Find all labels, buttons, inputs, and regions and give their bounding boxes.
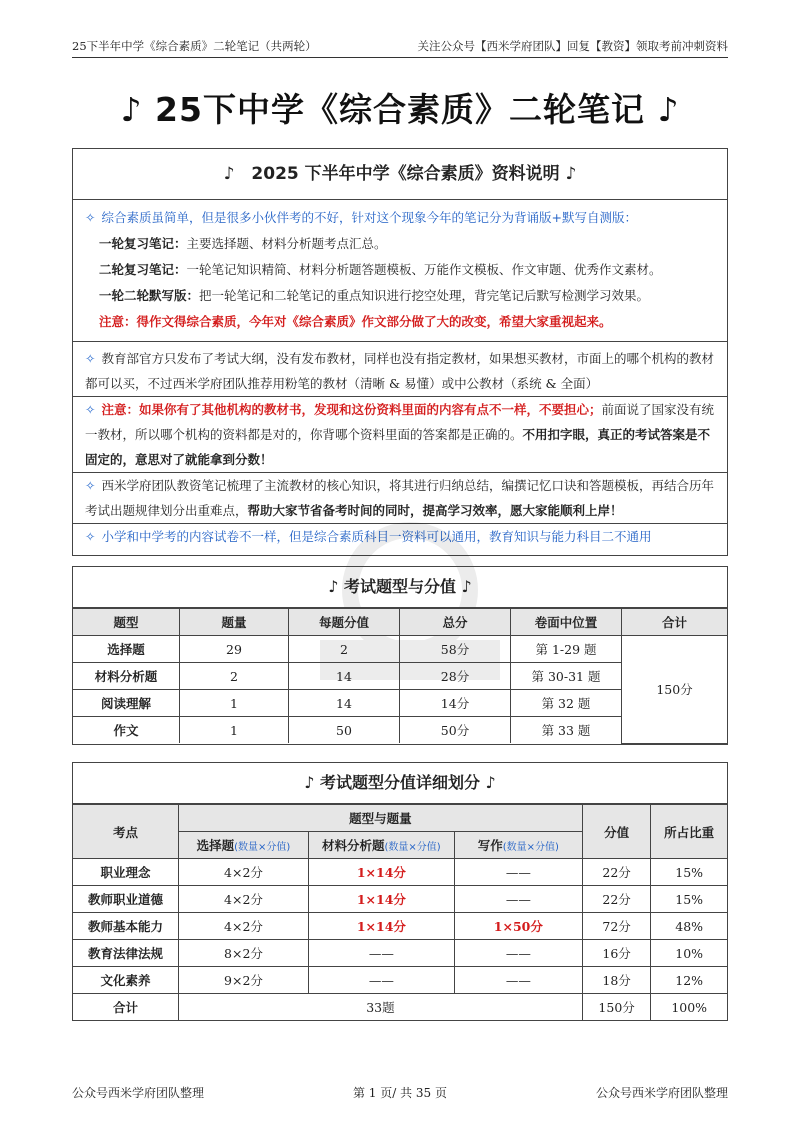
round1-line: 一轮复习笔记：主要选择题、材料分析题考点汇总。	[99, 236, 387, 251]
table-subheader-row: 选择题(数量×分值) 材料分析题(数量×分值) 写作(数量×分值)	[73, 832, 727, 859]
intro-section-notes	[73, 200, 727, 342]
para-subjects: ✧ 小学和中学考的内容试卷不一样，但是综合素质科目一资料可以通用，教育知识与能力科目二不通用	[85, 529, 652, 544]
score-breakdown-table	[73, 804, 727, 1020]
diamond-icon: ✧	[85, 402, 96, 417]
table-row: 教育法律法规 8×2分 —— —— 16分 10%	[73, 940, 727, 967]
intro-heading: ♪ 2025 下半年中学《综合素质》资料说明 ♪	[73, 149, 727, 200]
para-team: ✧ 西米学府团队教资笔记梳理了主流教材的核心知识，将其进行归纳总结，编撰记忆口诀和答题模板，再结合历年考试出题规律划分出重难点，帮助大家节省备考时间的同时，提高学习效率，愿大家能顺利上岸！	[85, 478, 714, 518]
round2-line: 二轮复习笔记：一轮笔记知识精简、材料分析题答题模板、万能作文模板、作文审题、优秀作文素材。	[99, 262, 662, 277]
diamond-icon: ✧	[85, 210, 96, 225]
intro-box	[72, 148, 728, 556]
table-row: 教师职业道德 4×2分 1×14分 —— 22分 15%	[73, 886, 727, 913]
page-title: ♪ 25下中学《综合素质》二轮笔记 ♪	[120, 90, 680, 129]
header-right: 关注公众号【西米学府团队】回复【教资】领取考前冲刺资料	[417, 39, 728, 53]
table-row: 作文 1 50 50分 第 33 题	[73, 717, 727, 744]
diamond-icon: ✧	[85, 351, 96, 366]
dictation-line: 一轮二轮默写版：把一轮笔记和二轮笔记的重点知识进行挖空处理，背完笔记后默写检测学习效果。	[99, 288, 650, 303]
score-breakdown-heading: ♪ 考试题型分值详细划分 ♪	[73, 763, 727, 804]
diamond-icon: ✧	[85, 529, 96, 544]
header-left: 25下半年中学《综合素质》二轮笔记（共两轮）	[72, 39, 317, 53]
page-number: 第 1 页/ 共 35 页	[352, 1086, 448, 1100]
table-row: 阅读理解 1 14 14分 第 32 题	[73, 690, 727, 717]
table-row: 选择题 29 2 58分 第 1-29 题 150分	[73, 636, 727, 663]
footer-right: 公众号西米学府团队整理	[595, 1086, 728, 1100]
footer-left: 公众号西米学府团队整理	[72, 1086, 205, 1100]
intro-section-paragraphs	[73, 342, 727, 555]
table-total-row: 合计 33题 150分 100%	[73, 994, 727, 1021]
exam-type-heading: ♪ 考试题型与分值 ♪	[73, 567, 727, 608]
table-header-row: 考点 题型与题量 分值 所占比重	[73, 805, 727, 832]
score-breakdown-box	[72, 762, 728, 1021]
table-row: 教师基本能力 4×2分 1×14分 1×50分 72分 48%	[73, 913, 727, 940]
diamond-icon: ✧	[85, 478, 96, 493]
exam-type-box	[72, 566, 728, 745]
para-textbook: ✧ 教育部官方只发布了考试大纲，没有发布教材，同样也没有指定教材，如果想买教材，市面上的哪个机构的教材都可以买，不过西米学府团队推荐用粉笔的教材（清晰 & 易懂）或中公教材（系统 & 全面）	[85, 351, 714, 391]
table-row: 材料分析题 2 14 28分 第 30-31 题	[73, 663, 727, 690]
para-attention: ✧ 注意：如果你有了其他机构的教材书，发现和这份资料里面的内容有点不一样，不要担心；前面说了国家没有统一教材，所以哪个机构的资料都是对的，你背哪个资料里面的答案都是正确的。不用扣字眼，真正的考试答案是不固定的，意思对了就能拿到分数！	[85, 402, 715, 467]
exam-type-table	[73, 608, 727, 744]
page-footer	[72, 1084, 728, 1101]
total-cell: 150分	[622, 636, 728, 744]
table-row: 文化素养 9×2分 —— —— 18分 12%	[73, 967, 727, 994]
note-line: 注意：得作文得综合素质，今年对《综合素质》作文部分做了大的改变，希望大家重视起来。	[99, 314, 612, 329]
table-header-row: 题型 题量 每题分值 总分 卷面中位置 合计	[73, 609, 727, 636]
table-row: 职业理念 4×2分 1×14分 —— 22分 15%	[73, 859, 727, 886]
running-header	[72, 38, 728, 58]
intro-line1: ✧ 综合素质虽简单，但是很多小伙伴考的不好，针对这个现象今年的笔记分为背诵版+默写自测版：	[85, 210, 637, 225]
